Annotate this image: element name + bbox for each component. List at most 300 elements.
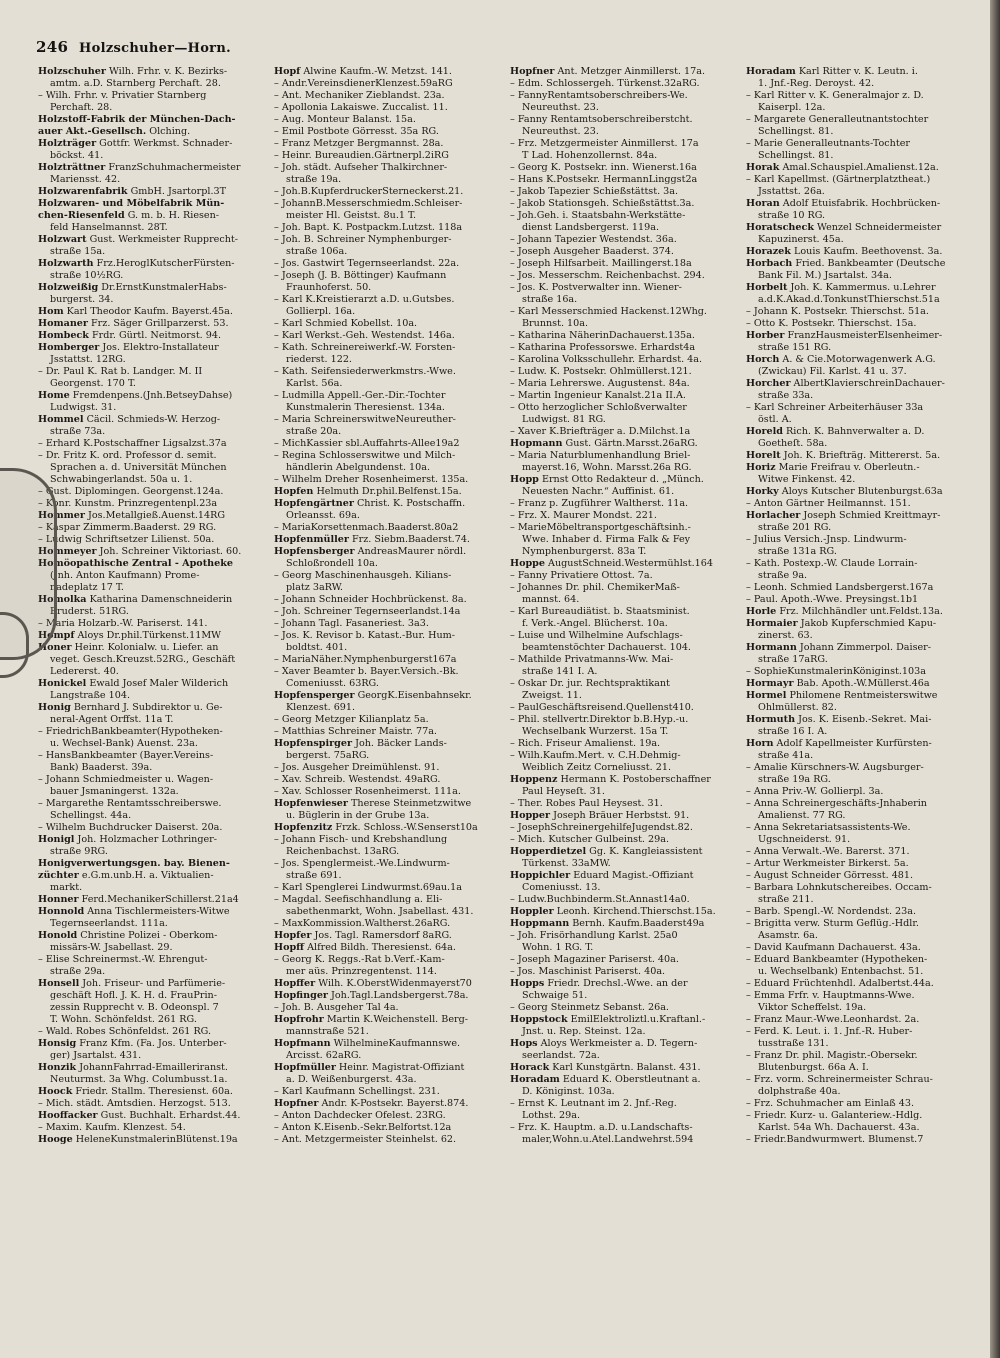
directory-line: – Ther. Robes Paul Heysest. 31. <box>510 798 663 809</box>
directory-line: Hormaier Jakob Kupferschmied Kapu- <box>746 618 937 629</box>
directory-line: nadeplatz 17 T. <box>50 582 124 593</box>
directory-line: – FriedrichBankbeamter(Hypotheken- <box>38 726 223 737</box>
directory-line: händlerin Abelgundenst. 10a. <box>286 462 431 473</box>
directory-line: dienst Landsbergerst. 119a. <box>522 222 659 233</box>
directory-line: Neureuthst. 23. <box>522 102 599 113</box>
directory-line: straße 19a. <box>286 174 342 185</box>
directory-line: – Otto herzoglicher Schloßverwalter <box>510 402 687 413</box>
directory-line: – Dr. Fritz K. ord. Professor d. semit. <box>38 450 217 461</box>
directory-line: Hormayr Bab. Apoth.-W.Müllerst.46a <box>746 678 930 689</box>
directory-line: – PaulGeschäftsreisend.Quellenst410. <box>510 702 694 713</box>
directory-line: – Xav. Schlosser Rosenheimerst. 111a. <box>274 786 461 797</box>
directory-line: – Kath. Schreinereiwerkf.-W. Forsten- <box>274 342 456 353</box>
directory-line: – Johann Tapezier Westendst. 36a. <box>510 234 677 245</box>
directory-line: – Matthias Schreiner Maistr. 77a. <box>274 726 437 737</box>
directory-line: Horcher AlbertKlavierschreinDachauer- <box>746 378 945 389</box>
directory-line: – Ludw.Buchbinderm.St.Annast14a0. <box>510 894 690 905</box>
directory-line: Horeld Rich. K. Bahnverwalter a. D. <box>746 426 925 437</box>
directory-line: straße 19a RG. <box>758 774 831 785</box>
directory-line: Holzwart Gust. Werkmeister Rupprecht- <box>38 234 238 245</box>
directory-line: – David Kaufmann Dachauerst. 43a. <box>746 942 921 953</box>
directory-line: – Apollonia Lakaiswe. Zuccalist. 11. <box>274 102 448 113</box>
directory-line: ger) Jsartalst. 431. <box>50 1050 142 1061</box>
directory-line: a.d.K.Akad.d.TonkunstThierschst.51a <box>758 294 940 305</box>
directory-line: Horle Frz. Milchhändler unt.Feldst.13a. <box>746 606 943 617</box>
directory-line: Neuesten Nachr.“ Auffinist. 61. <box>522 486 675 497</box>
directory-line: – Joh. B. Schreiner Nymphenburger- <box>274 234 452 245</box>
directory-line: Comeniusst. 13. <box>522 882 601 893</box>
directory-line: – Frz. X. Maurer Mondst. 221. <box>510 510 657 521</box>
directory-line: Hopfer Jos. Tagl. Ramersdorf 8aRG. <box>274 930 452 941</box>
directory-line: Horch A. & Cie.Motorwagenwerk A.G. <box>746 354 936 365</box>
directory-line: – Georg K. Reggs.-Rat b.Verf.-Kam- <box>274 954 445 965</box>
directory-line: Horadam Karl Ritter v. K. Leutn. i. <box>746 66 918 77</box>
directory-line: Hopfengärtner Christ. K. Postschaffn. <box>274 498 466 509</box>
directory-line: – Karl Schmied Kobellst. 10a. <box>274 318 418 329</box>
directory-line: a. D. Weißenburgerst. 43a. <box>286 1074 417 1085</box>
directory-line: Hormel Philomene Rentmeisterswitwe <box>746 690 938 701</box>
page-number: 246 <box>36 38 69 56</box>
directory-line: Schellingst. 44a. <box>50 810 132 821</box>
directory-line: straße 41a. <box>758 750 814 761</box>
directory-line: Hoppler Leonh. Kirchend.Thierschst.15a. <box>510 906 716 917</box>
directory-line: – Ludwig Schriftsetzer Lilienst. 50a. <box>38 534 215 545</box>
directory-line: straße 201 RG. <box>758 522 832 533</box>
directory-line: bergerst. 75aRG. <box>286 750 370 761</box>
directory-line: – Aug. Monteur Balanst. 15a. <box>274 114 416 125</box>
directory-line: – Jos. Gastwirt Tegernseerlandst. 22a. <box>274 258 460 269</box>
directory-line: – Leonh. Schmied Landsbergerst.167a <box>746 582 934 593</box>
directory-line: zessin Rupprecht v. B. Odeonspl. 7 <box>50 1002 219 1013</box>
directory-line: – Jos. Ausgeher Dreimühlenst. 91. <box>274 762 440 773</box>
directory-line: Honner Ferd.MechanikerSchillerst.21a4 <box>38 894 239 905</box>
directory-line: – Heinr. Bureaudien.Gärtnerpl.2iRG <box>274 150 449 161</box>
directory-line: – Karolina Volksschullehr. Erhardst. 4a. <box>510 354 703 365</box>
directory-line: Hopfenzitz Frzk. Schloss.-W.Senserst10a <box>274 822 478 833</box>
directory-line: – Martin Ingenieur Kanalst.21a II.A. <box>510 390 686 401</box>
directory-line: – Johann K. Postsekr. Thierschst. 51a. <box>746 306 929 317</box>
directory-line: zinerst. 63. <box>758 630 813 641</box>
directory-line: – Karl Werkst.-Geh. Westendst. 146a. <box>274 330 455 341</box>
directory-line: Hooge HeleneKunstmalerinBlütenst.19a <box>38 1134 238 1145</box>
directory-line: Ludwigst. 31. <box>50 402 117 413</box>
directory-line: Hoppenz Hermann K. Postoberschaffner <box>510 774 711 785</box>
directory-line: straße 10 RG. <box>758 210 826 221</box>
directory-line: straße 141 I. A. <box>522 666 598 677</box>
directory-line: – Frz. Schuhmacher am Einlaß 43. <box>746 1098 915 1109</box>
directory-line: Hopff Alfred Bildh. Theresienst. 64a. <box>274 942 456 953</box>
directory-line: Schloßrondell 10a. <box>286 558 378 569</box>
directory-line: – Amalie Kürschners-W. Augsburger- <box>746 762 924 773</box>
directory-line: – Eduard Früchtenhdl. Adalbertst.44a. <box>746 978 934 989</box>
directory-line: – Joh.Geh. i. Staatsbahn-Werkstätte- <box>510 210 686 221</box>
directory-line: – Xav. Schreib. Westendst. 49aRG. <box>274 774 441 785</box>
directory-line: T Lad. Hohenzollernst. 84a. <box>522 150 658 161</box>
directory-line: – Mathilde Privatmanns-Ww. Mai- <box>510 654 674 665</box>
directory-line: Hopfenwieser Therese Steinmetzwitwe <box>274 798 472 809</box>
directory-line: – Margarethe Rentamtsschreiberswe. <box>38 798 222 809</box>
directory-line: veget. Gesch.Kreuzst.52RG., Geschäft <box>50 654 236 665</box>
directory-line: Horadam Eduard K. Oberstleutnant a. <box>510 1074 701 1085</box>
directory-line: Lothst. 29a. <box>522 1110 581 1121</box>
directory-line: Holzweißig Dr.ErnstKunstmalerHabs- <box>38 282 227 293</box>
directory-line: – Regina Schlosserswitwe und Milch- <box>274 450 456 461</box>
directory-line: – Edm. Schlossergeh. Türkenst.32aRG. <box>510 78 700 89</box>
directory-line: seerlandst. 72a. <box>522 1050 600 1061</box>
directory-line: Hopper Joseph Bräuer Herbstst. 91. <box>510 810 690 821</box>
column-2 <box>274 66 510 1356</box>
directory-line: feld Hanselmannst. 28T. <box>50 222 168 233</box>
directory-line: Hoppe AugustSchneid.Westermühlst.164 <box>510 558 713 569</box>
directory-line: Hommer Jos.Metallgieß.Auenst.14RG <box>38 510 226 521</box>
directory-line: Holzträger Gottfr. Werkmst. Schnader- <box>38 138 233 149</box>
directory-line: straße 106a. <box>286 246 348 257</box>
directory-line: u. Wechsel-Bank) Auenst. 23a. <box>50 738 198 749</box>
directory-line: – Elise Schreinermst.-W. Ehrengut- <box>38 954 208 965</box>
directory-line: Homolka Katharina Damenschneiderin <box>38 594 233 605</box>
directory-line: – Anna Verwalt.-We. Barerst. 371. <box>746 846 910 857</box>
directory-line: (Zwickau) Fil. Karlst. 41 u. 37. <box>758 366 907 377</box>
directory-line: Hoppstock EmilElektroliztl.u.Kraftanl.- <box>510 1014 706 1025</box>
directory-line: – Karl Kapellmst. (Gärtnerplatztheat.) <box>746 174 931 185</box>
directory-line: – Andr.VereinsdienerKlenzest.59aRG <box>274 78 453 89</box>
directory-line: straße 73a. <box>50 426 106 437</box>
directory-line: – Margarete Generalleutnantstochter <box>746 114 929 125</box>
directory-line: – Erhard K.Postschaffner Ligsalzst.37a <box>38 438 227 449</box>
directory-line: straße 151 RG. <box>758 342 832 353</box>
directory-line: – Karl Kaufmann Schellingst. 231. <box>274 1086 440 1097</box>
directory-line: auer Akt.-Gesellsch. Olching. <box>38 126 191 137</box>
directory-line: Honsig Franz Kfm. (Fa. Jos. Unterber- <box>38 1038 227 1049</box>
directory-line: Gollierpl. 16a. <box>286 306 356 317</box>
directory-line: Horn Adolf Kapellmeister Kurfürsten- <box>746 738 932 749</box>
directory-line: f. Verk.-Angel. Blücherst. 10a. <box>522 618 668 629</box>
directory-line: Nymphenburgerst. 83a T. <box>522 546 647 557</box>
directory-line: Holzwarenfabrik GmbH. Jsartorpl.3T <box>38 186 227 197</box>
directory-line: – HansBankbeamter (Bayer.Vereins- <box>38 750 214 761</box>
directory-line: burgerst. 34. <box>50 294 114 305</box>
directory-line: Neureuthst. 23. <box>522 126 599 137</box>
directory-line: platz 3aRW. <box>286 582 343 593</box>
directory-line: Honsell Joh. Friseur- und Parfümerie- <box>38 978 226 989</box>
directory-line: Hopfenspirger Joh. Bäcker Lands- <box>274 738 447 749</box>
directory-line: straße 691. <box>286 870 342 881</box>
directory-line: Honer Heinr. Kolonialw. u. Liefer. an <box>38 642 219 653</box>
directory-line: – MariaKorsettenmach.Baaderst.80a2 <box>274 522 459 533</box>
directory-line: – Joseph Hilfsarbeit. Maillingerst.18a <box>510 258 692 269</box>
directory-line: Hoppmann Bernh. Kaufm.Baaderst49a <box>510 918 705 929</box>
directory-line: straße 16 I. A. <box>758 726 828 737</box>
directory-line: – Mich. städt. Amtsdien. Herzogst. 513. <box>38 1098 231 1109</box>
directory-line: straße 9RG. <box>50 846 108 857</box>
directory-line: chen-Riesenfeld G. m. b. H. Riesen- <box>38 210 220 221</box>
directory-line: u. Büglerin in der Grube 13a. <box>286 810 430 821</box>
directory-line: – Friedr. Kurz- u. Galanteriew.-Hdlg. <box>746 1110 923 1121</box>
directory-line: Honnold Anna Tischlermeisters-Witwe <box>38 906 230 917</box>
directory-line: – Oskar Dr. jur. Rechtspraktikant <box>510 678 670 689</box>
directory-line: Holzträttner FranzSchuhmachermeister <box>38 162 241 173</box>
directory-line: Hopperdietzel Gg. K. Kangleiassistent <box>510 846 703 857</box>
directory-line: – MaxKommission.Waltherst.26aRG. <box>274 918 451 929</box>
directory-line: straße 33a. <box>758 390 814 401</box>
directory-line: Schwabingerlandst. 50a u. 1. <box>50 474 193 485</box>
directory-line: – Ant. Mechaniker Zieblandst. 23a. <box>274 90 445 101</box>
directory-line: Hopmann Gust. Gärtn.Marsst.26aRG. <box>510 438 698 449</box>
directory-line: – Anton Dachdecker Ofelest. 23RG. <box>274 1110 446 1121</box>
directory-line: – Maria Holzarb.-W. Pariserst. 141. <box>38 618 208 629</box>
directory-line: – Maxim. Kaufm. Klenzest. 54. <box>38 1122 186 1133</box>
directory-line: – Jakob Tapezier Schießstättst. 3a. <box>510 186 679 197</box>
directory-line: meister Hl. Geistst. 8u.1 T. <box>286 210 417 221</box>
directory-line: – FannyRentamtsoberschreibers-We. <box>510 90 688 101</box>
directory-line: Holzwaren- und Möbelfabrik Mün- <box>38 198 225 209</box>
directory-line: – Karl Schreiner Arbeiterhäuser 33a <box>746 402 924 413</box>
directory-line: Mariensst. 42. <box>50 174 121 185</box>
directory-line: – Barb. Spengl.-W. Nordendst. 23a. <box>746 906 917 917</box>
directory-line: – Wilh.Kaufm.Mert. v. C.H.Dehmig- <box>510 750 681 761</box>
directory-line: – Ludmilla Appell.-Ger.-Dir.-Tochter <box>274 390 446 401</box>
directory-line: – Julius Versich.-Jnsp. Lindwurm- <box>746 534 907 545</box>
directory-line: Hom Karl Theodor Kaufm. Bayerst.45a. <box>38 306 233 317</box>
directory-line: – Emma Frfr. v. Hauptmanns-Wwe. <box>746 990 915 1001</box>
directory-line: Schwaige 51. <box>522 990 588 1001</box>
directory-line: Homöopathische Zentral - Apotheke <box>38 558 233 569</box>
directory-line: Home Fremdenpens.(Jnh.BetseyDahse) <box>38 390 233 401</box>
directory-line: – Karl K.Kreistierarzt a.D. u.Gutsbes. <box>274 294 455 305</box>
directory-line: – Joh. städt. Aufseher Thalkirchner- <box>274 162 448 173</box>
directory-line: Wwe. Inhaber d. Firma Falk & Fey <box>522 534 691 545</box>
directory-line: Hopfmann WilhelmineKaufmannswe. <box>274 1038 461 1049</box>
directory-line: missärs-W. Jsabellast. 29. <box>50 942 173 953</box>
directory-line: straße 211. <box>758 894 814 905</box>
directory-line: Homberger Jos. Elektro-Installateur <box>38 342 219 353</box>
directory-line: – Georg Steinmetz Sebanst. 26a. <box>510 1002 669 1013</box>
directory-line: – Jos. Maschinist Pariserst. 40a. <box>510 966 666 977</box>
directory-line: – Georg Metzger Kilianplatz 5a. <box>274 714 429 725</box>
directory-line: – Joseph (J. B. Böttinger) Kaufmann <box>274 270 447 281</box>
directory-line: – Franz Maur.-Wwe.Leonhardst. 2a. <box>746 1014 920 1025</box>
directory-line: Honzik JohannFahrrad-Emailleriranst. <box>38 1062 228 1073</box>
directory-line: – Johann Fisch- und Krebshandlung <box>274 834 448 845</box>
directory-line: Kapuzinerst. 45a. <box>758 234 844 245</box>
directory-line: – Kath. Seifensiederwerkmstrs.-Wwe. <box>274 366 456 377</box>
directory-line: – MarieMöbeltransportgeschäftsinh.- <box>510 522 691 533</box>
directory-line: – Johann Schmiedmeister u. Wagen- <box>38 774 214 785</box>
directory-line: – Friedr.Bandwurmwert. Blumenst.7 <box>746 1134 924 1145</box>
directory-line: – Ludw. K. Postsekr. Ohlmüllerst.121. <box>510 366 692 377</box>
directory-line: Karlst. 56a. <box>286 378 343 389</box>
directory-line: Orleansst. 69a. <box>286 510 360 521</box>
directory-line: – Xaver Beamter b. Bayer.Versich.-Bk. <box>274 666 459 677</box>
directory-line: Horky Aloys Kutscher Blutenburgst.63a <box>746 486 943 497</box>
directory-line: Horack Karl Kunstgärtn. Balanst. 431. <box>510 1062 701 1073</box>
directory-line: – Anna Priv.-W. Gollierpl. 3a. <box>746 786 884 797</box>
directory-line: züchter e.G.m.unb.H. a. Viktualien- <box>38 870 214 881</box>
directory-line: – Gust. Diplomingen. Georgenst.124a. <box>38 486 224 497</box>
directory-line: straße 17aRG. <box>758 654 828 665</box>
directory-line: Hopf Alwine Kaufm.-W. Metzst. 141. <box>274 66 452 77</box>
directory-line: – Dr. Paul K. Rat b. Landger. M. II <box>38 366 203 377</box>
directory-line: Hopfensberger AndreasMaurer nördl. <box>274 546 467 557</box>
directory-line: Jsstattst. 26a. <box>758 186 825 197</box>
directory-line: 1. Jnf.-Reg. Deroyst. 42. <box>758 78 875 89</box>
directory-line: – Jos. Spenglermeist.-We.Lindwurm- <box>274 858 450 869</box>
directory-line: – Mich. Kutscher Gulbeinst. 29a. <box>510 834 669 845</box>
directory-line: – Kaspar Zimmerm.Baaderst. 29 RG. <box>38 522 217 533</box>
directory-line: – Wilhelm Dreher Rosenheimerst. 135a. <box>274 474 469 485</box>
directory-line: Karlst. 54a Wh. Dachauerst. 43a. <box>758 1122 920 1133</box>
directory-line: Kaiserpl. 12a. <box>758 102 826 113</box>
directory-line: Comeniusst. 63RG. <box>286 678 379 689</box>
directory-line: Hompf Aloys Dr.phil.Türkenst.11MW <box>38 630 222 641</box>
directory-line: – Johannes Dr. phil. ChemikerMaß- <box>510 582 680 593</box>
directory-line: Hopfensperger GeorgK.Eisenbahnsekr. <box>274 690 472 701</box>
directory-line: Reichenbachst. 13aRG. <box>286 846 400 857</box>
directory-line: – Emil Postbote Görresst. 35a RG. <box>274 126 439 137</box>
directory-line: beamtenstöchter Dachauerst. 104. <box>522 642 691 653</box>
directory-line: Jnst. u. Rep. Steinst. 12a. <box>522 1026 646 1037</box>
directory-line: Horelt Joh. K. Briefträg. Mittererst. 5a. <box>746 450 941 461</box>
directory-line: – JosephSchreinergehilfeJugendst.82. <box>510 822 693 833</box>
directory-line: – Karl Spenglerei Lindwurmst.69au.1a <box>274 882 462 893</box>
directory-line: Tegernseerlandst. 111a. <box>50 918 168 929</box>
directory-line: – Marie Generalleutnants-Tochter <box>746 138 910 149</box>
directory-line: neral-Agent Orffst. 11a T. <box>50 714 174 725</box>
directory-line: riederst. 122. <box>286 354 352 365</box>
directory-line: Hopps Friedr. Drechsl.-Wwe. an der <box>510 978 688 989</box>
directory-line: markt. <box>50 882 83 893</box>
directory-line: – Georg Maschinenhausgeh. Kilians- <box>274 570 452 581</box>
directory-line: Hopp Ernst Otto Redakteur d. „Münch. <box>510 474 704 485</box>
directory-line: Sprachen a. d. Universität München <box>50 462 227 473</box>
directory-line: – Katharina Professorswe. Erhardst4a <box>510 342 696 353</box>
directory-line: Zweigst. 11. <box>522 690 582 701</box>
directory-line: Wechselbank Wurzerst. 15a T. <box>522 726 669 737</box>
directory-line: – Franz p. Zugführer Waltherst. 11a. <box>510 498 689 509</box>
directory-line: Holzschuher Wilh. Frhr. v. K. Bezirks- <box>38 66 228 77</box>
page-edge <box>990 0 1000 1358</box>
directory-line: Bank) Baaderst. 39a. <box>50 762 153 773</box>
directory-line: Klenzest. 691. <box>286 702 356 713</box>
directory-line: Horiz Marie Freifrau v. Oberleutn.- <box>746 462 920 473</box>
directory-line: straße 16a. <box>522 294 578 305</box>
directory-line: – Anton K.Eisenb.-Sekr.Belfortst.12a <box>274 1122 452 1133</box>
directory-line: Honickel Ewald Josef Maler Wilderich <box>38 678 229 689</box>
directory-line: Ledererst. 40. <box>50 666 119 677</box>
directory-line: Schellingst. 81. <box>758 150 834 161</box>
directory-line: – August Schneider Görresst. 481. <box>746 870 914 881</box>
directory-line: boldtst. 401. <box>286 642 348 653</box>
directory-line: – Karl Messerschmied Hackenst.12Whg. <box>510 306 707 317</box>
directory-line: – Joh.B.KupferdruckerSterneckerst.21. <box>274 186 464 197</box>
directory-line: Horazek Louis Kaufm. Beethovenst. 3a. <box>746 246 943 257</box>
directory-line: Georgenst. 170 T. <box>50 378 136 389</box>
column-4 <box>746 66 982 1356</box>
directory-line: – Georg K. Postsekr. inn. Wienerst.16a <box>510 162 697 173</box>
directory-line: Witwe Finkenst. 42. <box>758 474 856 485</box>
directory-line: Horber FranzHausmeisterElsenheimer- <box>746 330 943 341</box>
directory-line: – Jos. K. Postverwalter inn. Wiener- <box>510 282 682 293</box>
directory-line: Hoock Friedr. Stallm. Theresienst. 60a. <box>38 1086 233 1097</box>
directory-line: dolphstraße 40a. <box>758 1086 841 1097</box>
directory-line: – Franz Metzger Bergmannst. 28a. <box>274 138 444 149</box>
directory-line: – Brigitta verw. Sturm Geflüg.-Hdlr. <box>746 918 919 929</box>
directory-line: Horlacher Joseph Schmied Kreittmayr- <box>746 510 941 521</box>
directory-line: Homaner Frz. Säger Grillparzerst. 53. <box>38 318 229 329</box>
directory-line: Horan Adolf Etuisfabrik. Hochbrücken- <box>746 198 941 209</box>
directory-line: – Phil. stellvertr.Direktor b.B.Hyp.-u. <box>510 714 689 725</box>
directory-line: – Luise und Wilhelmine Aufschlags- <box>510 630 683 641</box>
directory-line: Honigl Joh. Holzmacher Lothringer- <box>38 834 217 845</box>
directory-line: – Joh. Schreiner Tegernseerlandst.14a <box>274 606 461 617</box>
directory-line: – Maria Lehrerswe. Augustenst. 84a. <box>510 378 690 389</box>
directory-line: straße 20a. <box>286 426 342 437</box>
directory-line: straße 131a RG. <box>758 546 837 557</box>
directory-line: – Franz Dr. phil. Magistr.-Obersekr. <box>746 1050 918 1061</box>
directory-line: – Hans K.Postsekr. HermannLinggst2a <box>510 174 698 185</box>
directory-line: Amalienst. 77 RG. <box>758 810 846 821</box>
directory-line: amtm. a.D. Starnberg Perchaft. 28. <box>50 78 221 89</box>
directory-line: Türkenst. 33aMW. <box>522 858 611 869</box>
directory-line: – Ernst K. Leutnant im 2. Jnf.-Reg. <box>510 1098 677 1109</box>
directory-line: mannst. 64. <box>522 594 580 605</box>
directory-line: Bruderst. 51RG. <box>50 606 129 617</box>
directory-line: (Jnh. Anton Kaufmann) Prome- <box>50 570 200 581</box>
directory-line: – Otto K. Postsekr. Thierschst. 15a. <box>746 318 917 329</box>
directory-line: Hommeyer Joh. Schreiner Viktoriast. 60. <box>38 546 242 557</box>
directory-line: Hopfen Helmuth Dr.phil.Belfenst.15a. <box>274 486 462 497</box>
directory-line: – Anna Sekretariatsassistents-We. <box>746 822 911 833</box>
directory-line: Arcisst. 62aRG. <box>286 1050 362 1061</box>
directory-line: Hommel Cäcil. Schmieds-W. Herzog- <box>38 414 221 425</box>
directory-line: Hooffacker Gust. Buchhalt. Erhardst.44. <box>38 1110 241 1121</box>
directory-line: Wohn. 1 RG. T. <box>522 942 594 953</box>
directory-line: T. Wohn. Schönfeldst. 261 RG. <box>50 1014 197 1025</box>
directory-line: Ludwigst. 81 RG. <box>522 414 606 425</box>
directory-line: – Jos. Messerschm. Reichenbachst. 294. <box>510 270 705 281</box>
directory-line: Kunstmalerin Theresienst. 134a. <box>286 402 445 413</box>
directory-line: Hombeck Frdr. Gürtl. Neitmorst. 94. <box>38 330 222 341</box>
directory-line: östl. A. <box>758 414 792 425</box>
directory-line: – Karl Bureaudiätist. b. Staatsminist. <box>510 606 690 617</box>
directory-line: – Frz. Metzgermeister Ainmillerst. 17a <box>510 138 699 149</box>
directory-line: – Anton Gärtner Heilmannst. 151. <box>746 498 911 509</box>
column-1 <box>38 66 274 1356</box>
directory-line: Holzwarth Frz.HeroglKutscherFürsten- <box>38 258 235 269</box>
directory-line: – Artur Werkmeister Birkerst. 5a. <box>746 858 909 869</box>
directory-line: maler,Wohn.u.Atel.Landwehrst.594 <box>522 1134 694 1145</box>
directory-line: bauer Jsmaningerst. 132a. <box>50 786 179 797</box>
directory-line: – Barbara Lohnkutschereibes. Occam- <box>746 882 932 893</box>
directory-line: – Fanny Rentamtsoberschreiberstcht. <box>510 114 693 125</box>
directory-line: Jsstattst. 12RG. <box>50 354 126 365</box>
directory-line: – Joh. Frisörhandlung Karlst. 25a0 <box>510 930 678 941</box>
directory-line: – Ant. Metzgermeister Steinhelst. 62. <box>274 1134 457 1145</box>
directory-line: Hopffer Wilh. K.OberstWidenmayerst70 <box>274 978 472 989</box>
directory-line: Paul Heyseſt. 31. <box>522 786 605 797</box>
directory-line: Hormuth Jos. K. Eisenb.-Sekret. Mai- <box>746 714 932 725</box>
directory-line: straße 9a. <box>758 570 808 581</box>
directory-line: straße 10½RG. <box>50 270 124 281</box>
directory-line: Honold Christine Polizei - Oberkom- <box>38 930 218 941</box>
directory-line: Hormann Johann Zimmerpol. Daiser- <box>746 642 932 653</box>
directory-line: Horak Amal.Schauspiel.Amalienst.12a. <box>746 162 939 173</box>
directory-line: – Joh. B. Ausgeher Tal 4a. <box>274 1002 399 1013</box>
directory-line: – Joh. Bapt. K. Postpackm.Lutzst. 118a <box>274 222 463 233</box>
directory-line: Hopfinger Joh.Tagl.Landsbergerst.78a. <box>274 990 469 1001</box>
page-header <box>36 38 231 56</box>
directory-line: Honigverwertungsgen. bay. Bienen- <box>38 858 230 869</box>
